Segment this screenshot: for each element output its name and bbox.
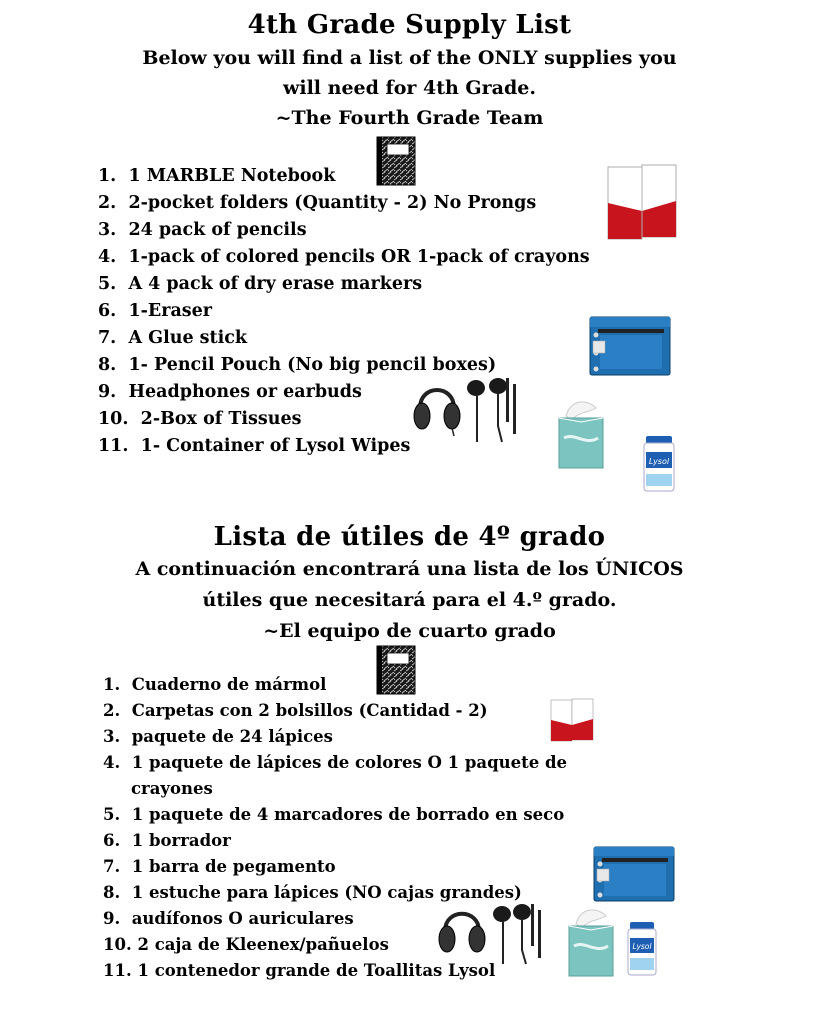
- composition-notebook-icon: [376, 136, 416, 186]
- composition-notebook-icon: [376, 645, 416, 695]
- list-item: 5. A 4 pack of dry erase markers: [98, 274, 423, 294]
- headphones-icon: [437, 903, 487, 959]
- team-signature: ~The Fourth Grade Team: [275, 107, 544, 129]
- svg-text:Lysol: Lysol: [632, 942, 652, 951]
- list-item: 1. 1 MARBLE Notebook: [98, 166, 336, 186]
- lysol-wipes-icon: [626, 920, 658, 976]
- earbuds-icon: [462, 376, 522, 444]
- list-item: 11. 1 contenedor grande de Toallitas Lysol: [103, 961, 496, 980]
- intro-line-2: will need for 4th Grade.: [283, 77, 536, 99]
- list-item: 2. 2-pocket folders (Quantity - 2) No Prongs: [98, 193, 537, 213]
- list-item: 8. 1 estuche para lápices (NO cajas grandes): [103, 883, 522, 902]
- spanish-signature: ~El equipo de cuarto grado: [263, 620, 556, 642]
- list-item: 7. 1 barra de pegamento: [103, 857, 336, 876]
- headphones-icon: [412, 378, 462, 436]
- list-item: 4. 1 paquete de lápices de colores O 1 paquete de: [103, 753, 568, 772]
- list-item: 3. 24 pack of pencils: [98, 220, 307, 240]
- list-item: 7. A Glue stick: [98, 328, 248, 348]
- red-folder-icon: [550, 698, 594, 742]
- list-item: 11. 1- Container of Lysol Wipes: [98, 436, 411, 456]
- list-item: 10. 2-Box of Tissues: [98, 409, 302, 429]
- pencil-pouch-icon: [592, 845, 676, 903]
- page-title: 4th Grade Supply List: [247, 10, 572, 40]
- red-folder-icon: [606, 163, 680, 241]
- intro-line-1: Below you will find a list of the ONLY supplies you: [142, 47, 677, 69]
- tissue-box-icon: [556, 398, 606, 470]
- spanish-intro-line-2: útiles que necesitará para el 4.º grado.: [202, 589, 617, 611]
- tissue-box-icon: [566, 906, 616, 978]
- list-item: 1. Cuaderno de mármol: [103, 675, 327, 694]
- lysol-wipes-icon: [642, 434, 676, 492]
- svg-text:Lysol: Lysol: [648, 457, 670, 466]
- list-item: 10. 2 caja de Kleenex/pañuelos: [103, 935, 389, 954]
- pencil-pouch-icon: [588, 315, 672, 377]
- list-item: 9. Headphones or earbuds: [98, 382, 362, 402]
- list-item: 5. 1 paquete de 4 marcadores de borrado en seco: [103, 805, 565, 824]
- list-item: 6. 1 borrador: [103, 831, 231, 850]
- earbuds-icon: [488, 902, 548, 966]
- list-item: 9. audífonos O auriculares: [103, 909, 354, 928]
- list-item: 3. paquete de 24 lápices: [103, 727, 333, 746]
- list-item: 4. 1-pack of colored pencils OR 1-pack of crayons: [98, 247, 590, 267]
- spanish-title: Lista de útiles de 4º grado: [213, 522, 606, 552]
- list-item: 8. 1- Pencil Pouch (No big pencil boxes): [98, 355, 497, 375]
- list-item: 6. 1-Eraser: [98, 301, 213, 321]
- spanish-intro-line-1: A continuación encontrará una lista de los ÚNICOS: [135, 558, 684, 580]
- list-item-continuation: crayones: [131, 779, 213, 798]
- list-item: 2. Carpetas con 2 bolsillos (Cantidad - 2): [103, 701, 488, 720]
